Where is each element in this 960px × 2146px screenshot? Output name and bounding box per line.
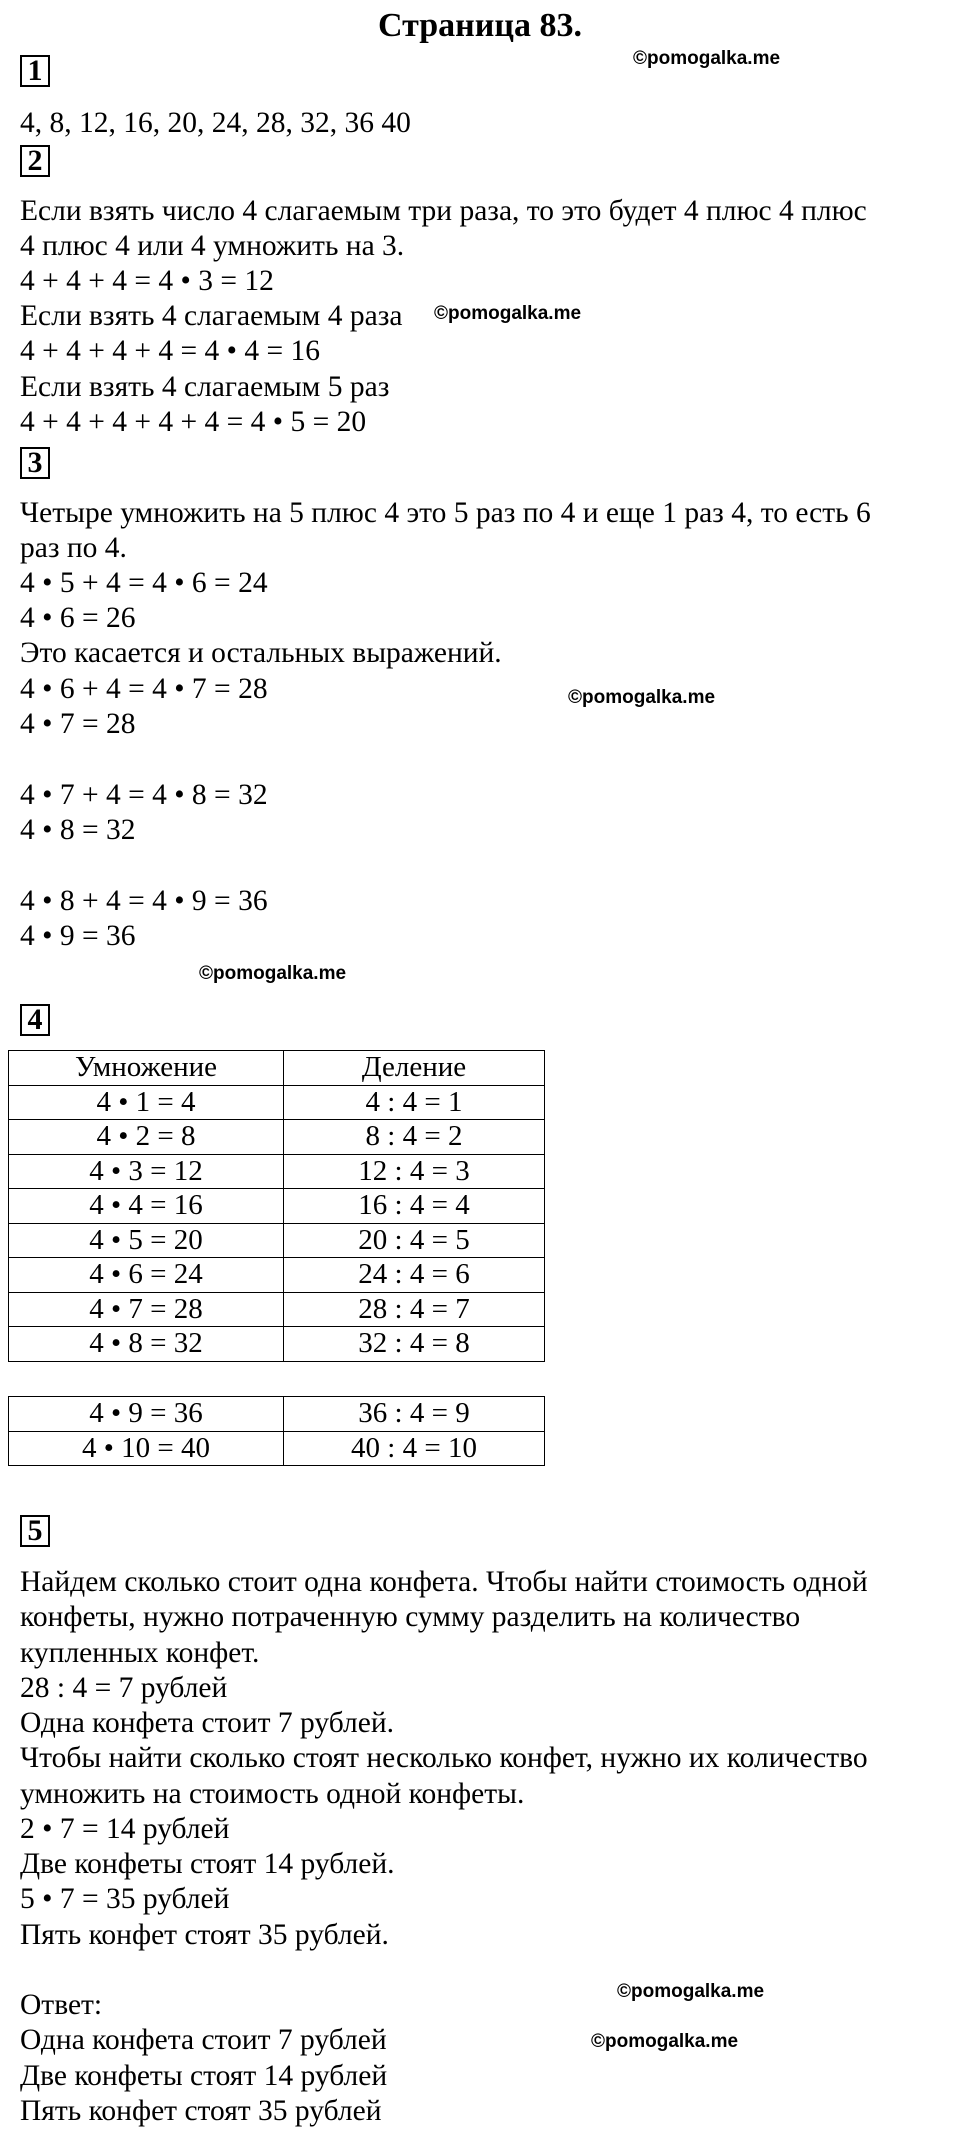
answer-line: Пять конфет стоят 35 рублей xyxy=(20,2095,382,2127)
multiplication-division-table xyxy=(8,1050,545,1362)
task2-line: 4 плюс 4 или 4 умножить на 3. xyxy=(20,230,405,262)
table-cell: 16 : 4 = 4 xyxy=(284,1189,545,1224)
table-cell: 4 • 5 = 20 xyxy=(9,1223,284,1258)
task3-line: 4 • 6 = 26 xyxy=(20,602,136,634)
table-cell: 12 : 4 = 3 xyxy=(284,1154,545,1189)
answer-line: Одна конфета стоит 7 рублей xyxy=(20,2024,387,2056)
task3-line: 4 • 9 = 36 xyxy=(20,920,136,952)
task3-line: 4 • 7 = 28 xyxy=(20,708,136,740)
table-header-division: Деление xyxy=(284,1051,545,1086)
table-cell: 4 : 4 = 1 xyxy=(284,1085,545,1120)
watermark: ©pomogalka.me xyxy=(568,687,716,708)
table-cell: 4 • 4 = 16 xyxy=(9,1189,284,1224)
task-number-2: 2 xyxy=(20,145,50,177)
page-title: Страница 83. xyxy=(378,7,582,44)
task3-line: 4 • 8 + 4 = 4 • 9 = 36 xyxy=(20,885,268,917)
answer-line: Две конфеты стоят 14 рублей xyxy=(20,2060,388,2092)
table-cell: 4 • 7 = 28 xyxy=(9,1292,284,1327)
task2-line: 4 + 4 + 4 = 4 • 3 = 12 xyxy=(20,265,274,297)
table-row xyxy=(9,1431,545,1466)
table-cell: 20 : 4 = 5 xyxy=(284,1223,545,1258)
task3-line: раз по 4. xyxy=(20,532,127,564)
table-cell: 4 • 1 = 4 xyxy=(9,1085,284,1120)
table-cell: 4 • 9 = 36 xyxy=(9,1397,284,1432)
task2-line: Если взять число 4 слагаемым три раза, то это будет 4 плюс 4 плюс xyxy=(20,195,867,227)
task5-line: Чтобы найти сколько стоят несколько конфет, нужно их количество xyxy=(20,1742,868,1774)
task5-line: конфеты, нужно потраченную сумму разделить на количество xyxy=(20,1601,801,1633)
task5-line: Одна конфета стоит 7 рублей. xyxy=(20,1707,394,1739)
task1-line: 4, 8, 12, 16, 20, 24, 28, 32, 36 40 xyxy=(20,107,411,139)
table-cell: 4 • 2 = 8 xyxy=(9,1120,284,1155)
task5-line: Пять конфет стоят 35 рублей. xyxy=(20,1919,389,1951)
table-row xyxy=(9,1223,545,1258)
task2-line: Если взять 4 слагаемым 5 раз xyxy=(20,371,390,403)
table-row xyxy=(9,1189,545,1224)
task5-line: 28 : 4 = 7 рублей xyxy=(20,1672,228,1704)
answer-label: Ответ: xyxy=(20,1989,103,2021)
table-row xyxy=(9,1120,545,1155)
task3-line: 4 • 7 + 4 = 4 • 8 = 32 xyxy=(20,779,268,811)
table-row xyxy=(9,1154,545,1189)
task5-line: 2 • 7 = 14 рублей xyxy=(20,1813,230,1845)
task-number-5: 5 xyxy=(20,1515,50,1547)
task3-line: Четыре умножить на 5 плюс 4 это 5 раз по 4 и еще 1 раз 4, то есть 6 xyxy=(20,497,871,529)
task5-line: Две конфеты стоят 14 рублей. xyxy=(20,1848,395,1880)
table-cell: 4 • 10 = 40 xyxy=(9,1431,284,1466)
task3-line: 4 • 8 = 32 xyxy=(20,814,136,846)
task-number-3: 3 xyxy=(20,447,50,479)
watermark: ©pomogalka.me xyxy=(199,963,347,984)
table-row xyxy=(9,1258,545,1293)
table-row xyxy=(9,1327,545,1362)
table-cell: 40 : 4 = 10 xyxy=(284,1431,545,1466)
table-row xyxy=(9,1292,545,1327)
watermark: ©pomogalka.me xyxy=(434,303,582,324)
multiplication-division-table-continued xyxy=(8,1396,545,1466)
table-cell: 8 : 4 = 2 xyxy=(284,1120,545,1155)
watermark: ©pomogalka.me xyxy=(633,48,781,69)
watermark: ©pomogalka.me xyxy=(617,1981,765,2002)
table-row xyxy=(9,1085,545,1120)
task5-line: Найдем сколько стоит одна конфета. Чтобы найти стоимость одной xyxy=(20,1566,868,1598)
task2-line: 4 + 4 + 4 + 4 = 4 • 4 = 16 xyxy=(20,335,321,367)
task2-line: Если взять 4 слагаемым 4 раза xyxy=(20,300,403,332)
task3-line: Это касается и остальных выражений. xyxy=(20,637,502,669)
task5-line: купленных конфет. xyxy=(20,1637,260,1669)
table-cell: 24 : 4 = 6 xyxy=(284,1258,545,1293)
task3-line: 4 • 6 + 4 = 4 • 7 = 28 xyxy=(20,673,268,705)
task3-line: 4 • 5 + 4 = 4 • 6 = 24 xyxy=(20,567,268,599)
task5-line: 5 • 7 = 35 рублей xyxy=(20,1883,230,1915)
table-cell: 4 • 3 = 12 xyxy=(9,1154,284,1189)
table-cell: 28 : 4 = 7 xyxy=(284,1292,545,1327)
task2-line: 4 + 4 + 4 + 4 + 4 = 4 • 5 = 20 xyxy=(20,406,367,438)
table-cell: 4 • 8 = 32 xyxy=(9,1327,284,1362)
task5-line: умножить на стоимость одной конфеты. xyxy=(20,1778,525,1810)
table-header-multiplication: Умножение xyxy=(9,1051,284,1086)
table-cell: 36 : 4 = 9 xyxy=(284,1397,545,1432)
task-number-4: 4 xyxy=(20,1004,50,1036)
table-cell: 4 • 6 = 24 xyxy=(9,1258,284,1293)
table-row xyxy=(9,1397,545,1432)
task-number-1: 1 xyxy=(20,55,50,87)
table-cell: 32 : 4 = 8 xyxy=(284,1327,545,1362)
table-header-row xyxy=(9,1051,545,1086)
watermark: ©pomogalka.me xyxy=(591,2031,739,2052)
